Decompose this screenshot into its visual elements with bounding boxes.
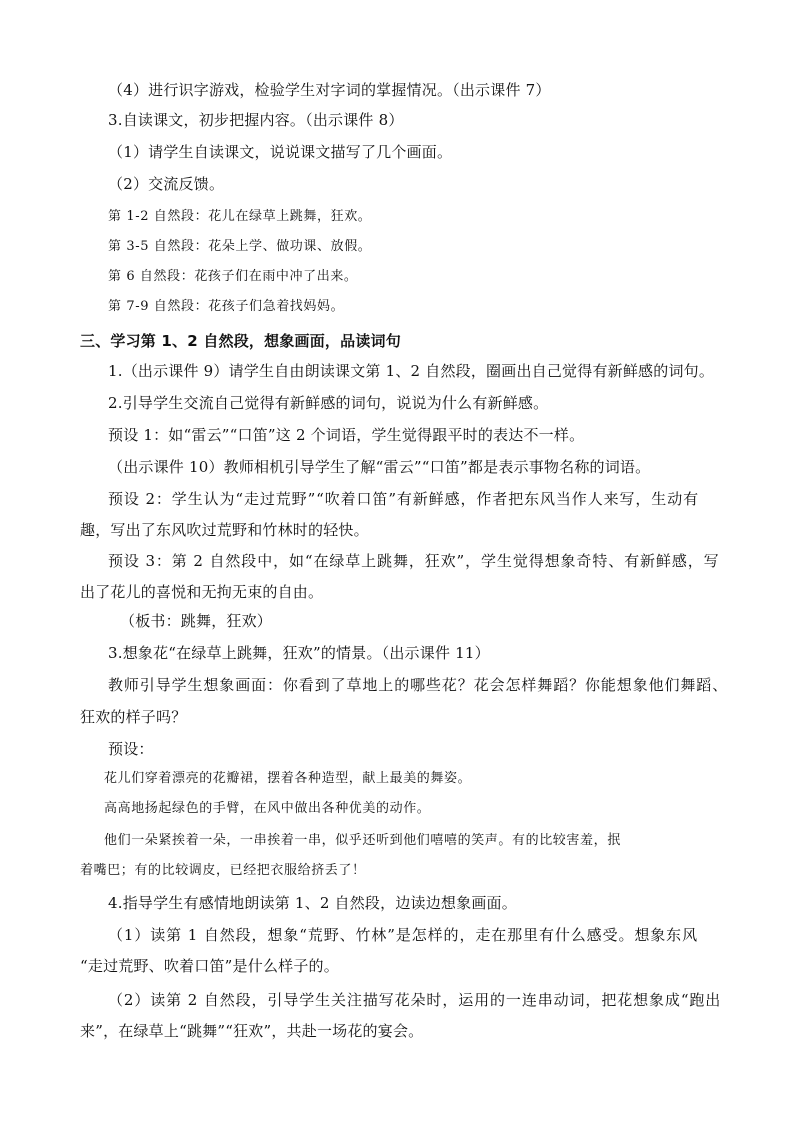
paragraph-line: 他们一朵紧挨着一朵，一串挨着一串，似乎还听到他们嘻嘻的笑声。有的比较害羞，抿 <box>104 833 621 848</box>
paragraph-line: 3.自读课文，初步把握内容。（出示课件 8） <box>108 111 404 129</box>
paragraph-line: 1.（出示课件 9）请学生自由朗读课文第 1、2 自然段，圈画出自己觉得有新鲜感的词句。 <box>108 362 715 380</box>
paragraph-line: 来”，在绿草上“跳舞”“狂欢”，共赴一场花的宴会。 <box>80 1022 424 1040</box>
paragraph-line: 教师引导学生想象画面：你看到了草地上的哪些花？花会怎样舞蹈？你能想象他们舞蹈、 <box>108 676 729 694</box>
paragraph-line: “走过荒野、吹着口笛”是什么样子的。 <box>80 957 339 975</box>
paragraph-line: 预设 2：学生认为“走过荒野”“吹着口笛”有新鲜感，作者把东风当作人来写，生动有 <box>108 490 699 508</box>
paragraph-line: （2）交流反馈。 <box>108 175 225 193</box>
paragraph-line: （4）进行识字游戏，检验学生对字词的掌握情况。（出示课件 7） <box>108 81 551 99</box>
blackboard-note: （板书：跳舞，狂欢） <box>120 612 273 630</box>
paragraph-line: 第 3-5 自然段：花朵上学、做功课、放假。 <box>108 239 372 254</box>
paragraph-line: 第 1-2 自然段：花儿在绿草上跳舞，狂欢。 <box>108 209 372 224</box>
paragraph-line: 预设 1：如“雷云”“口笛”这 2 个词语，学生觉得跟平时的表达不一样。 <box>108 426 585 444</box>
paragraph-line: 高高地扬起绿色的手臂，在风中做出各种优美的动作。 <box>104 801 431 816</box>
paragraph-line: 花儿们穿着漂亮的花瓣裙，摆着各种造型，献上最美的舞姿。 <box>104 771 472 786</box>
paragraph-line: 狂欢的样子吗？ <box>80 708 187 726</box>
paragraph-line: 趣，写出了东风吹过荒野和竹林时的轻快。 <box>80 521 369 539</box>
paragraph-line: 第 6 自然段：花孩子们在雨中冲了出来。 <box>108 269 358 284</box>
paragraph-line: 4.指导学生有感情地朗读第 1、2 自然段，边读边想象画面。 <box>108 894 517 912</box>
paragraph-line: （1）请学生自读课文，说说课文描写了几个画面。 <box>108 143 453 161</box>
paragraph-line: 着嘴巴；有的比较调皮，已经把衣服给挤丢了！ <box>80 863 366 878</box>
paragraph-line: （1）读第 1 自然段，想象“荒野、竹林”是怎样的，走在那里有什么感受。想象东风 <box>108 926 698 944</box>
paragraph-line: 预设 3：第 2 自然段中，如“在绿草上跳舞，狂欢”，学生觉得想象奇特、有新鲜感，写 <box>108 552 720 570</box>
paragraph-line: 2.引导学生交流自己觉得有新鲜感的词句，说说为什么有新鲜感。 <box>108 394 549 412</box>
paragraph-line: 第 7-9 自然段：花孩子们急着找妈妈。 <box>108 299 345 314</box>
section-heading: 三、学习第 1、2 自然段，想象画面，品读词句 <box>80 332 401 350</box>
paragraph-line: 出了花儿的喜悦和无拘无束的自由。 <box>80 583 324 601</box>
paragraph-line: 3.想象花“在绿草上跳舞，狂欢”的情景。（出示课件 11） <box>108 644 490 662</box>
paragraph-line: （2）读第 2 自然段，引导学生关注描写花朵时，运用的一连串动词，把花想象成“跑出 <box>108 991 722 1009</box>
paragraph-line: （出示课件 10）教师相机引导学生了解“雷云”“口笛”都是表示事物名称的词语。 <box>108 458 651 476</box>
paragraph-line: 预设： <box>108 740 154 758</box>
